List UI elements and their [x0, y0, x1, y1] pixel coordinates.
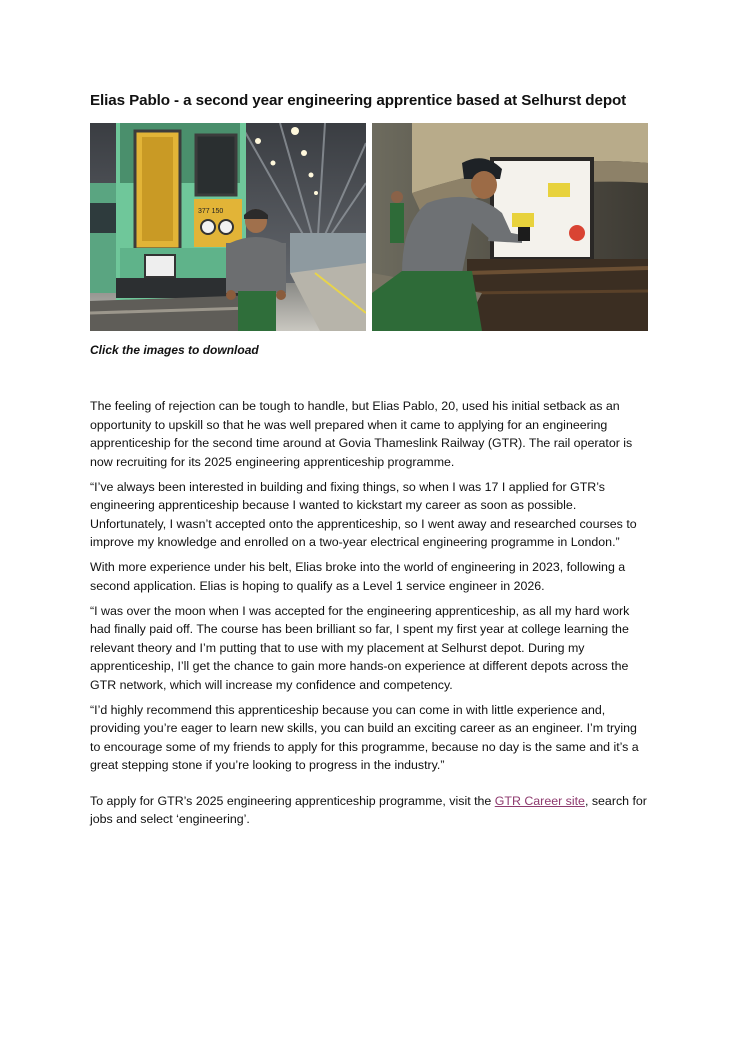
paragraph-closing	[90, 792, 650, 829]
paragraph-intro: The feeling of rejection can be tough to handle, but Elias Pablo, 20, used his initial setback as an opportunity to upskill so that he was well prepared when it came to applying for an engineering apprenticeship for the second time around at Govia Thameslink Railway (GTR). The rail operator is now recruiting for its 2025 engineering apprenticeship programme.	[90, 399, 633, 469]
closing-text-after: , search for jobs and select ‘engineering’.	[90, 793, 647, 826]
page-title: Elias Pablo - a second year engineering apprentice based at Selhurst depot	[90, 92, 627, 109]
photo-apprentice-working[interactable]	[372, 123, 648, 331]
image-download-caption: Click the images to download	[90, 343, 259, 357]
photo-apprentice-working-image	[372, 123, 648, 331]
paragraph-experience: With more experience under his belt, Elias broke into the world of engineering in 2023, following a second application. Elias is hoping to qualify as a Level 1 service engineer in 2026.	[90, 560, 626, 593]
photo-apprentice-train-image	[90, 123, 366, 331]
photo-apprentice-train[interactable]	[90, 123, 366, 331]
paragraph-quote-1: “I’ve always been interested in building and fixing things, so when I was 17 I applied for GTR’s engineering apprenticeship because I wanted to kickstart my career as soon as possible. Unfortunately, I wasn’t accepted onto the apprenticeship, so I went away and researched courses to improve my knowledge and enrolled on a two-year electrical engineering programme in London.”	[90, 479, 637, 549]
gtr-career-site-link[interactable]: GTR Career site	[494, 793, 585, 808]
article-body	[90, 397, 650, 835]
train-number-label: 377 150	[198, 208, 224, 215]
paragraph-quote-3: “I’d highly recommend this apprenticeship because you can come in with little experience and, providing you’re eager to learn new skills, you can build an exciting career as an engineer. I’m trying to encourage some of my friends to apply for this programme, because no day is the same and it’s a great stepping stone if you’re looking to progress in the industry.”	[90, 702, 639, 772]
paragraph-quote-2: “I was over the moon when I was accepted for the engineering apprenticeship, as all my hard work had finally paid off. The course has been brilliant so far, I spent my first year at college learning the relevant theory and I’m putting that to use with my placement at Selhurst depot. During my apprenticeship, I’ll get the chance to gain more hands-on experience at different depots across the GTR network, which will increase my confidence and competency.	[90, 603, 630, 692]
photo-row	[90, 123, 648, 331]
closing-text-before: To apply for GTR’s 2025 engineering apprenticeship programme, visit the	[90, 793, 495, 808]
